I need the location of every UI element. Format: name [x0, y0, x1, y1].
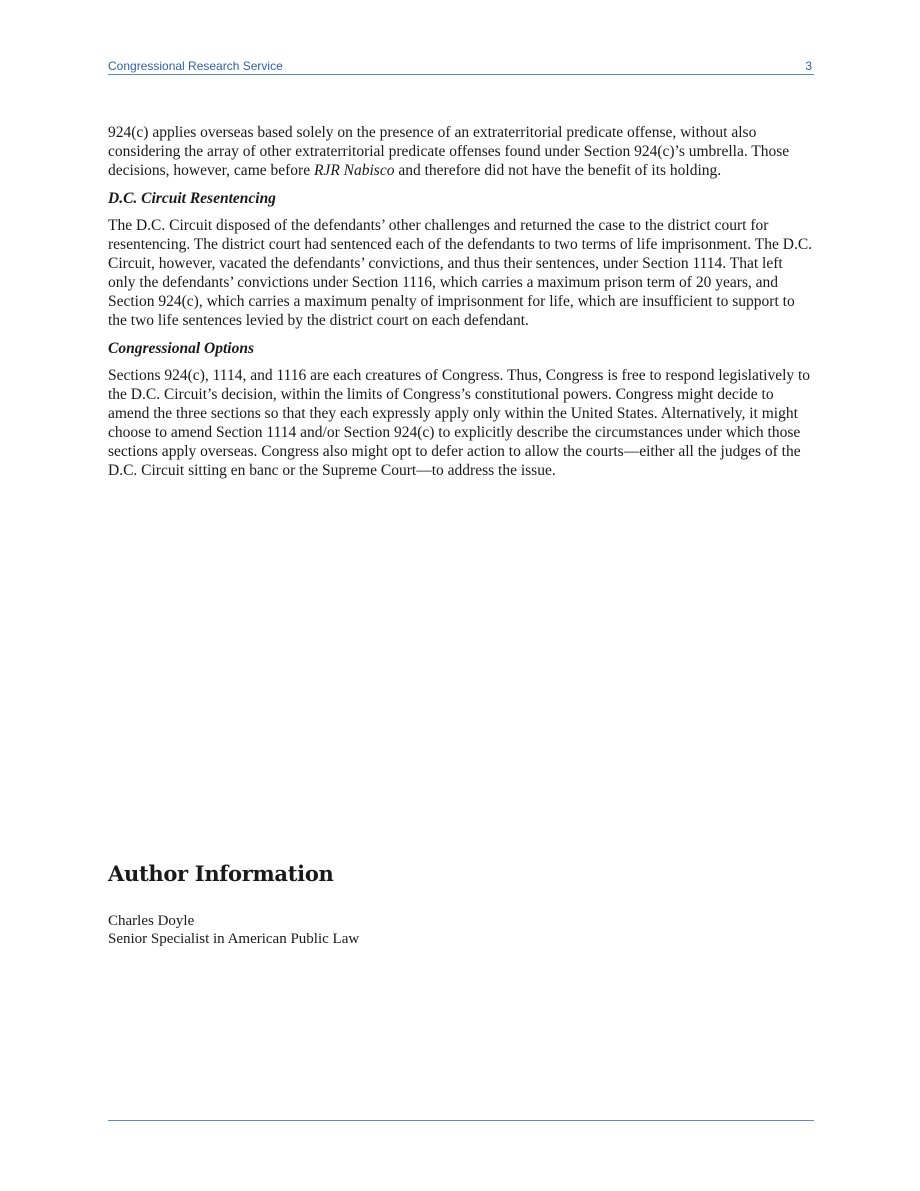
paragraph-resentencing: The D.C. Circuit disposed of the defendants’ other challenges and returned the case to the district court for resentencing. The district court had sentenced each of the defendants to two terms of life imprisonment. The D.C. Circuit, however, vacated the defendants’ convictions, and thus their sentences, under Section 1114. That left only the defendants’ convictions under Section 1116, which carries a maximum prison term of 20 years, and Section 924(c), which carries a maximum penalty of imprisonment for life, which are insufficient to support to the two life sentences levied by the district court on each defendant.: [108, 217, 813, 329]
section-heading-resentencing: D.C. Circuit Resentencing: [108, 190, 276, 207]
author-name: Charles Doyle: [108, 913, 195, 929]
author-information-section: [108, 861, 814, 948]
author-heading: Author Information: [108, 861, 334, 886]
section-heading-congressional-options: Congressional Options: [108, 340, 255, 357]
paragraph-text: and therefore did not have the benefit of its holding.: [394, 162, 722, 179]
case-name-italic: RJR Nabisco: [313, 162, 395, 179]
paragraph-congressional-options: Sections 924(c), 1114, and 1116 are each creatures of Congress. Thus, Congress is free to respond legislatively to the D.C. Circuit’s decision, within the limits of Congress’s constitutional powers. Congress might decide to amend the three sections so that they each expressly apply only within the United States. Alternatively, it might choose to amend Section 1114 and/or Section 924(c) to explicitly describe the circumstances under which those sections apply overseas. Congress also might opt to defer action to allow the courts—either all the judges of the D.C. Circuit sitting en banc or the Supreme Court—to address the issue.: [108, 367, 811, 479]
header-org-name: Congressional Research Service: [108, 59, 283, 73]
page-number: 3: [805, 59, 812, 73]
author-title: Senior Specialist in American Public Law: [108, 931, 360, 947]
author-details: [108, 912, 814, 948]
paragraph-text: 924(c) applies overseas based solely on the presence of an extraterritorial predicate offense, without also considering the array of other extraterritorial predicate offenses found under Section 924(c)’s umbrella. Those decisions, however, came before: [108, 124, 790, 179]
paragraph-extraterritorial: [108, 123, 814, 180]
footer-divider: [108, 1120, 814, 1121]
document-body: [108, 123, 814, 489]
page-header: [108, 58, 814, 75]
